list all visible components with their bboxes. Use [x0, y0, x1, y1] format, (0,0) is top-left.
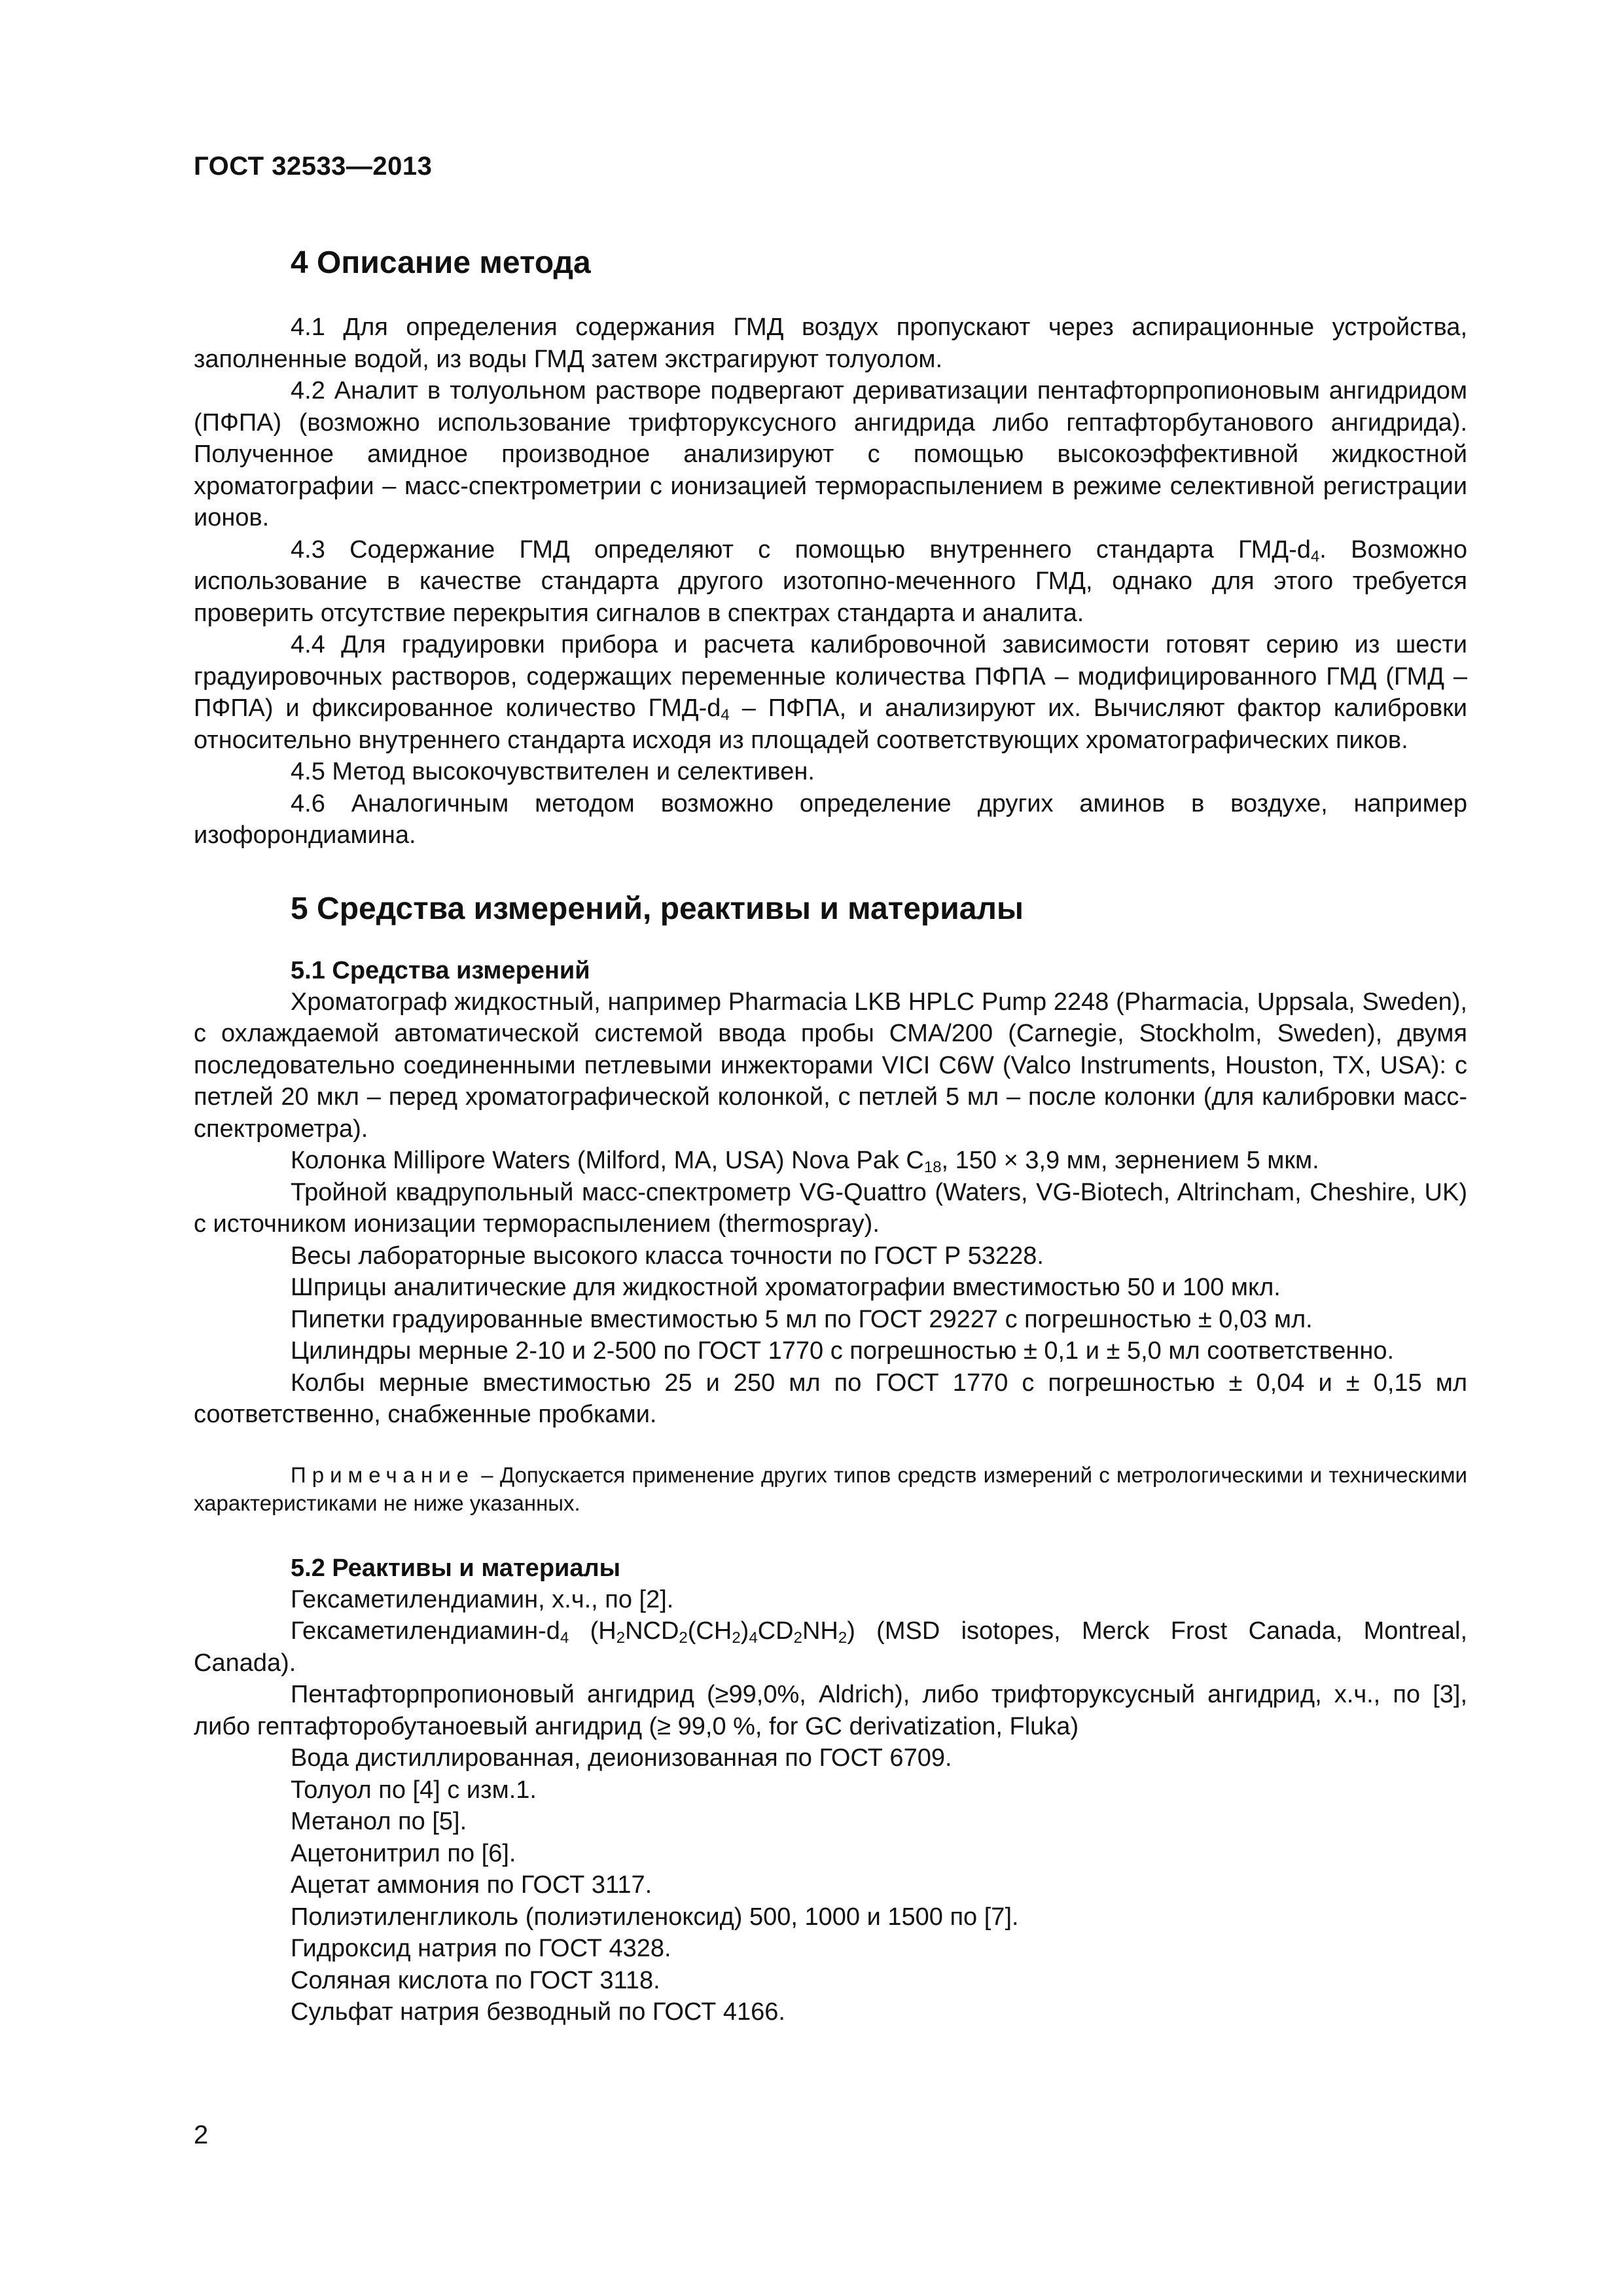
reagent-item: Вода дистиллированная, деионизованная по ГОСТ 6709. — [291, 1744, 952, 1772]
reagent-item: Гексаметилендиамин, х.ч., по [2]. — [291, 1585, 674, 1613]
subscript: 4 — [560, 1629, 569, 1647]
paragraph-mass-spectrometer: Тройной квадрупольный масс-спектрометр VG-Quattro (Waters, VG-Biotech, Altrincham, Cheshire, UK) с источником ионизации термораспылением (thermospray). — [194, 1178, 1467, 1238]
formula-text: Гексаметилендиамин-d — [291, 1617, 560, 1645]
subscript: 2 — [793, 1629, 802, 1647]
paragraph-column-part-b: , 150 × 3,9 мм, зернением 5 мкм. — [941, 1147, 1319, 1174]
paragraph-syringes: Шприцы аналитические для жидкостной хроматографии вместимостью 50 и 100 мкл. — [291, 1274, 1281, 1301]
reagent-item: Полиэтиленгликоль (полиэтиленоксид) 500, 1000 и 1500 по [7]. — [291, 1903, 1019, 1931]
section-5-title: 5 Средства измерений, реактивы и материалы — [291, 891, 1024, 926]
paragraph-4-3-part-b: . Возможно использование в качестве стандарта другого изотопно-меченного ГМД, однако для этого требуется проверить отсутствие перекрытия сигналов в спектрах стандарта и аналита. — [194, 535, 1467, 627]
paragraph-4-1: 4.1 Для определения содержания ГМД воздух пропускают через аспирационные устройства, заполненные водой, из воды ГМД затем экстрагируют толуолом. — [194, 314, 1467, 373]
paragraph-4-2: 4.2 Аналит в толуольном растворе подвергают дериватизации пентафторпропионовым ангидридом (ПФПА) (возможно использование трифторуксусного ангидрида либо гептафторбутанового ангидрида). Полученное амидное производное анализируют с помощью высокоэффективной жидкостной хроматографии – масс-спектрометрии с ионизацией термораспылением в режиме селективной регистрации ионов. — [194, 377, 1467, 531]
formula-text: NCD — [625, 1617, 679, 1645]
formula-text: (CH — [687, 1617, 732, 1645]
paragraph-4-6: 4.6 Аналогичным методом возможно определение других аминов в воздухе, например изофорондиамина. — [194, 789, 1467, 849]
section-4-title: 4 Описание метода — [291, 245, 591, 280]
subscript: 2 — [838, 1629, 847, 1647]
paragraph-4-3 — [194, 534, 1467, 630]
document-body — [194, 243, 1467, 2028]
paragraph-column — [194, 1145, 1467, 1177]
note — [194, 1461, 1467, 1517]
paragraph-cylinders: Цилиндры мерные 2-10 и 2-500 по ГОСТ 1770 с погрешностью ± 0,1 и ± 5,0 мл соответственно. — [291, 1337, 1395, 1365]
paragraph-4-5: 4.5 Метод высокочувствителен и селективен. — [291, 758, 815, 785]
paragraph-flasks: Колбы мерные вместимостью 25 и 250 мл по ГОСТ 1770 с погрешностью ± 0,04 и ± 0,15 мл соответственно, снабженные пробками. — [194, 1369, 1467, 1428]
paragraph-column-part-a: Колонка Millipore Waters (Milford, MA, USA) Nova Pak C — [291, 1147, 924, 1174]
paragraph-4-4 — [194, 629, 1467, 756]
formula-text: ) (MSD isotopes, Merck Frost Canada, Montreal, Canada). — [194, 1617, 1468, 1677]
subscript: 4 — [1310, 547, 1320, 565]
formula-text: CD — [757, 1617, 794, 1645]
reagent-item: Метанол по [5]. — [291, 1808, 467, 1835]
page-number: 2 — [194, 2121, 209, 2149]
reagent-item: Пентафторпропионовый ангидрид (≥99,0%, Aldrich), либо трифторуксусный ангидрид, х.ч., по [3], либо гептафторобутаноевый ангидрид (≥ 99,0 %, for GC derivatization, Fluka) — [194, 1681, 1467, 1740]
subscript: 2 — [732, 1629, 741, 1647]
note-text: – Допускается применение других типов средств измерений с метрологическими и техническими характеристиками не ниже указанных. — [194, 1462, 1467, 1515]
formula-text: ) — [740, 1617, 749, 1645]
paragraph-4-3-part-a: 4.3 Содержание ГМД определяют с помощью внутреннего стандарта ГМД-d — [291, 535, 1311, 564]
subscript: 2 — [616, 1629, 626, 1647]
subscript: 18 — [923, 1158, 942, 1176]
subsection-5-2-title: 5.2 Реактивы и материалы — [291, 1554, 621, 1582]
paragraph-scales: Весы лабораторные высокого класса точности по ГОСТ Р 53228. — [291, 1242, 1044, 1270]
subscript: 2 — [679, 1629, 688, 1647]
reagent-item: Ацетат аммония по ГОСТ 3117. — [291, 1871, 652, 1899]
reagent-item: Соляная кислота по ГОСТ 3118. — [291, 1966, 660, 1994]
document-header: ГОСТ 32533—2013 — [194, 152, 433, 181]
subscript: 4 — [721, 706, 730, 724]
reagent-item-formula — [194, 1615, 1467, 1679]
note-label: Примечание — [291, 1462, 475, 1487]
reagent-item: Гидроксид натрия по ГОСТ 4328. — [291, 1935, 671, 1962]
formula-text: NH — [802, 1617, 838, 1645]
paragraph-4-4-part-b: – ПФПА, и анализируют их. Вычисляют фактор калибровки относительно внутреннего стандарта исходя из площадей соответствующих хроматографических пиков. — [194, 694, 1467, 754]
reagent-item: Толуол по [4] с изм.1. — [291, 1776, 537, 1804]
paragraph-4-4-part-a: 4.4 Для градуировки прибора и расчета калибровочной зависимости готовят серию из шести градуировочных растворов, содержащих переменные количества ПФПА – модифицированного ГМД (ГМД – ПФПА) и фиксированное количество ГМД-d — [194, 631, 1467, 722]
paragraph-chromatograph: Хроматограф жидкостный, например Pharmacia LKB HPLC Pump 2248 (Pharmacia, Uppsala, Sweden), с охлаждаемой автоматической системой ввода пробы CMA/200 (Carnegie, Stockholm, Sweden), двумя последовательно соединенными петлевыми инжекторами VICI C6W (Valco Instruments, Houston, TX, USA): с петлей 20 мкл – перед хроматографической колонкой, с петлей 5 мл – после колонки (для калибровки масс-спектрометра). — [194, 988, 1467, 1143]
reagent-item: Ацетонитрил по [6]. — [291, 1839, 516, 1867]
subsection-5-1-title: 5.1 Средства измерений — [291, 956, 590, 984]
paragraph-pipettes: Пипетки градуированные вместимостью 5 мл по ГОСТ 29227 с погрешностью ± 0,03 мл. — [291, 1305, 1313, 1333]
reagent-item: Сульфат натрия безводный по ГОСТ 4166. — [291, 1998, 785, 2026]
formula-text: (H — [569, 1617, 616, 1645]
subscript: 4 — [749, 1629, 758, 1647]
